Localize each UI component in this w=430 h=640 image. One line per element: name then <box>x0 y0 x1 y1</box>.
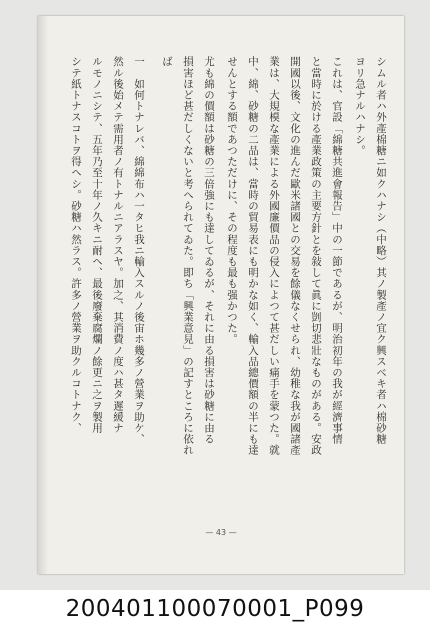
catalog-id-caption: 200401100070001_P099 <box>65 596 365 622</box>
text-column: 損害ほど甚だしくないと考へられてゐた。即ち「興業意見」の記すところに依れ <box>182 56 194 456</box>
text-column: 業は、大規模な產業による外國廉價品の侵入によつて甚だしい痛手を蒙つた。就 <box>268 56 280 456</box>
text-column: シテ紙トナスコトヲ得ヘシ。砂糖ハ然ラス。許多ノ營業ヲ助クルコトナク、 <box>70 56 82 434</box>
vertical-text-block <box>58 56 388 516</box>
text-column: これは、官設「綿糖共進會報告」中の一節であるが、明治初年の我が經濟事情 <box>331 56 343 445</box>
text-column: ヨリ急ナルハナシ。 <box>354 56 366 156</box>
text-column: と當時に於ける產業政策の主要方針とを敍して眞に剴切悲壯なものがある。安政 <box>310 56 322 456</box>
text-column: 然ル後始メテ需用者ノ有トナルニアラスヤ。加之、其消費ノ度ハ甚タ遲緩ナ <box>112 56 124 434</box>
text-column: 尤も綿の價額は砂糖の三倍強にも達してゐるが、それに由る損害は砂糖に由る <box>203 56 215 445</box>
text-column: 一 如何トナレバ、綿綿布ハ一タヒ我ニ輸入スルノ後宙ホ幾多ノ營業ヲ助ケ、 <box>133 56 145 445</box>
text-column: シムル者ハ外產棉糖ニ如クハナシ（中略）其ノ製產ノ宜ク興スベキ者ハ棉砂糖 <box>375 56 387 445</box>
text-column: 開國以後、文化の進んだ歐米諸國との交易を餘儀なくせられ、幼稚な我が國諸產 <box>289 56 301 456</box>
text-column: ば <box>161 56 173 68</box>
text-column: せんとする額であつただけに、その程度も最も强かつた。 <box>226 56 238 345</box>
text-column: ルモノニシテ、五年乃至十年ノ久キニ耐ヘ、最後廢棄腐爛ノ餘更ニ之ヲ製用 <box>91 56 103 434</box>
page-gutter-shadow <box>38 16 48 574</box>
book-page <box>38 16 404 574</box>
page-number: — 43 — <box>205 528 237 537</box>
text-column: 中、綿、砂糖の二品は、當時の貿易表にも明かな如く、輸入品總價額の半にも達 <box>247 56 259 456</box>
